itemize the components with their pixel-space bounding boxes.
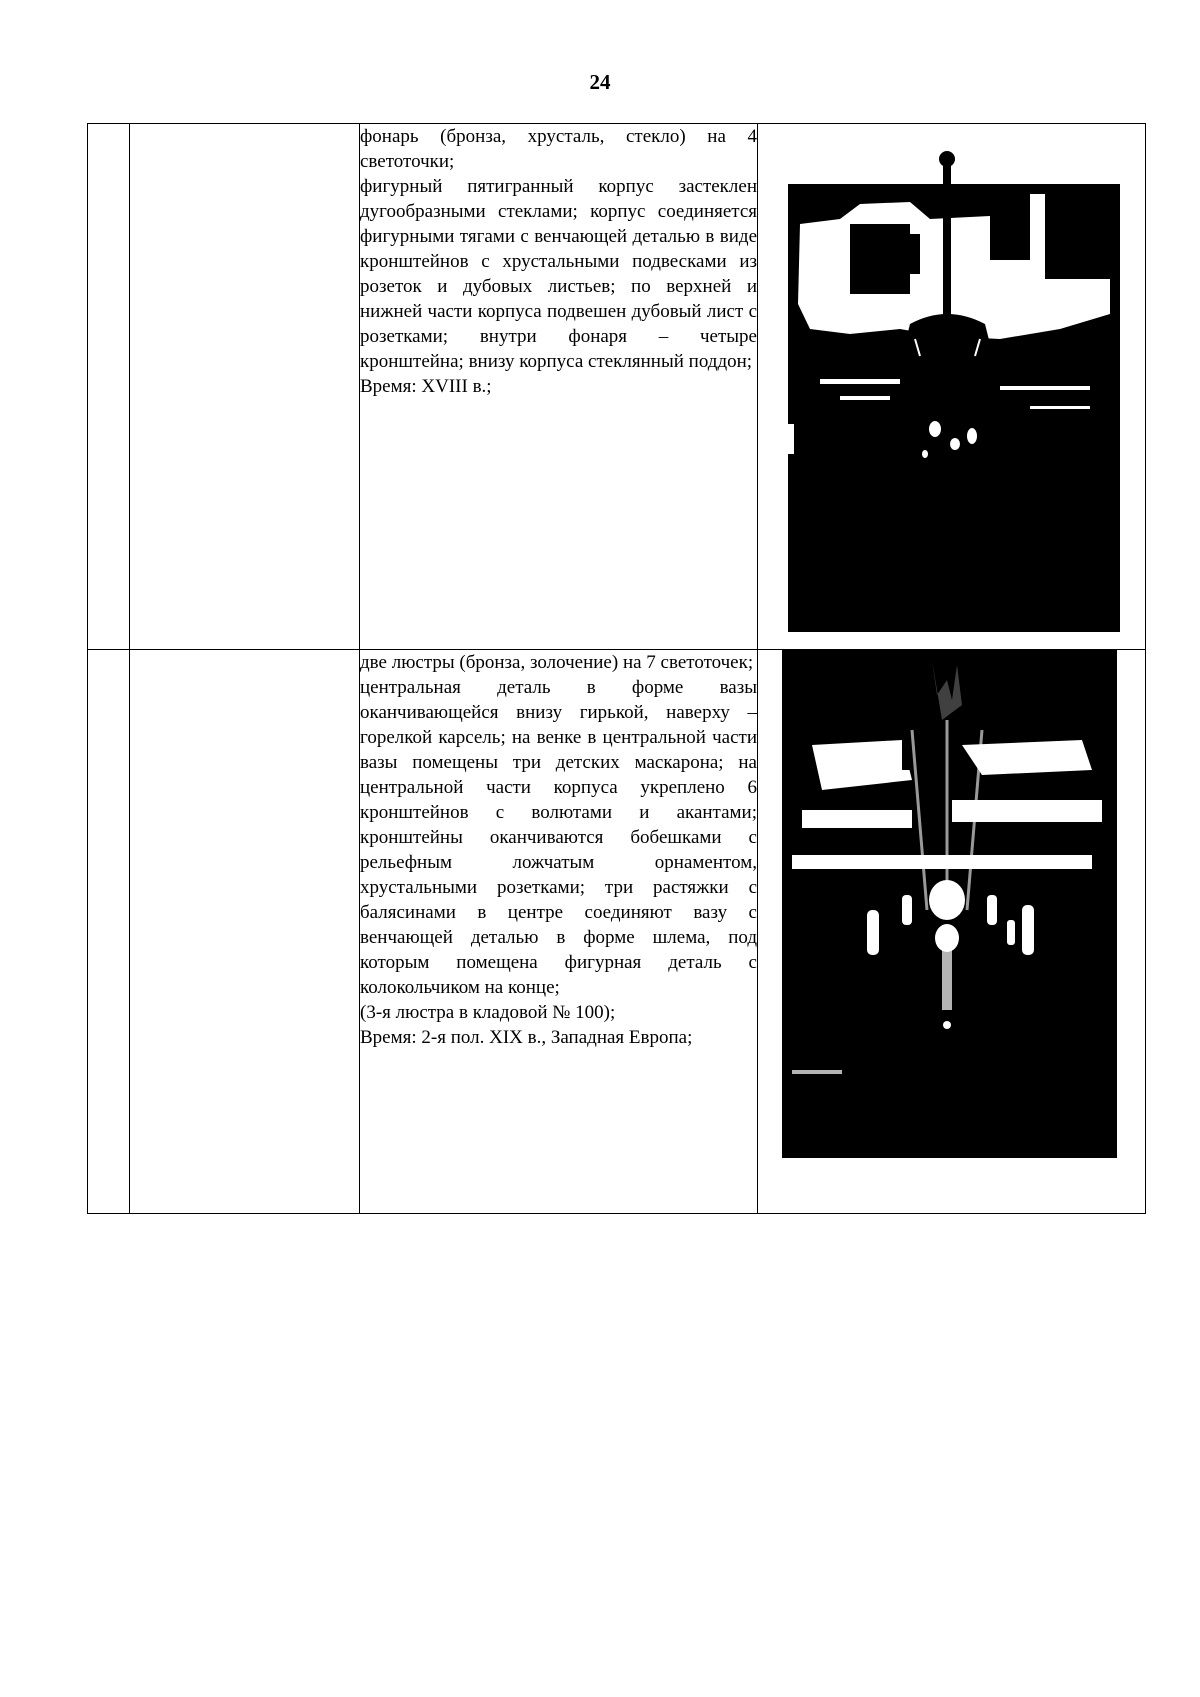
item-name-cell (130, 124, 360, 650)
table-row (88, 650, 1146, 1214)
page-number: 24 (589, 70, 611, 94)
lantern-photo (780, 124, 1120, 632)
photo-cell (758, 124, 1146, 650)
description-cell (360, 124, 758, 650)
description-paragraph: фонарь (бронза, хрусталь, стекло) на 4 светоточки; (360, 126, 757, 172)
row-number-cell (88, 124, 130, 650)
lantern-photo-graphic (780, 124, 1120, 632)
description-paragraph: фигурный пятигранный корпус застеклен дугообразными стеклами; корпус соединяется фигурными тягами с венчающей деталью в виде кронштейнов с хрустальными подвесками из розеток и дубовых листьев; по верхней и нижней части корпуса подвешен дубовый лист с розетками; внутри фонаря – четыре кронштейна; внизу корпуса стеклянный поддон; (360, 176, 757, 372)
description-paragraph: (3-я люстра в кладовой № 100); (360, 1002, 616, 1023)
description-paragraph: две люстры (бронза, золочение) на 7 светоточек; (360, 652, 754, 673)
description-paragraph: центральная деталь в форме вазы оканчивающейся внизу гирькой, наверху – горелкой карсель; на венке в центральной части вазы помещены три детских маскарона; на центральной части корпуса укреплено 6 кронштейнов с волютами и акантами; кронштейны оканчиваются бобешками с рельефным ложчатым орнаментом, хрустальными розетками; три растяжки с балясинами в центре соединяют вазу с венчающей деталью в форме шлема, под которым помещена фигурная деталь с колокольчиком на конце; (360, 677, 757, 998)
inventory-table (87, 123, 1146, 1214)
description-cell (360, 650, 758, 1214)
item-name-cell (130, 650, 360, 1214)
chandelier-photo (782, 650, 1117, 1158)
description-paragraph: Время: 2-я пол. XIX в., Западная Европа; (360, 1027, 693, 1048)
table-row (88, 124, 1146, 650)
chandelier-photo-graphic (782, 650, 1117, 1158)
description-paragraph: Время: XVIII в.; (360, 376, 492, 397)
photo-cell (758, 650, 1146, 1214)
row-number-cell (88, 650, 130, 1214)
